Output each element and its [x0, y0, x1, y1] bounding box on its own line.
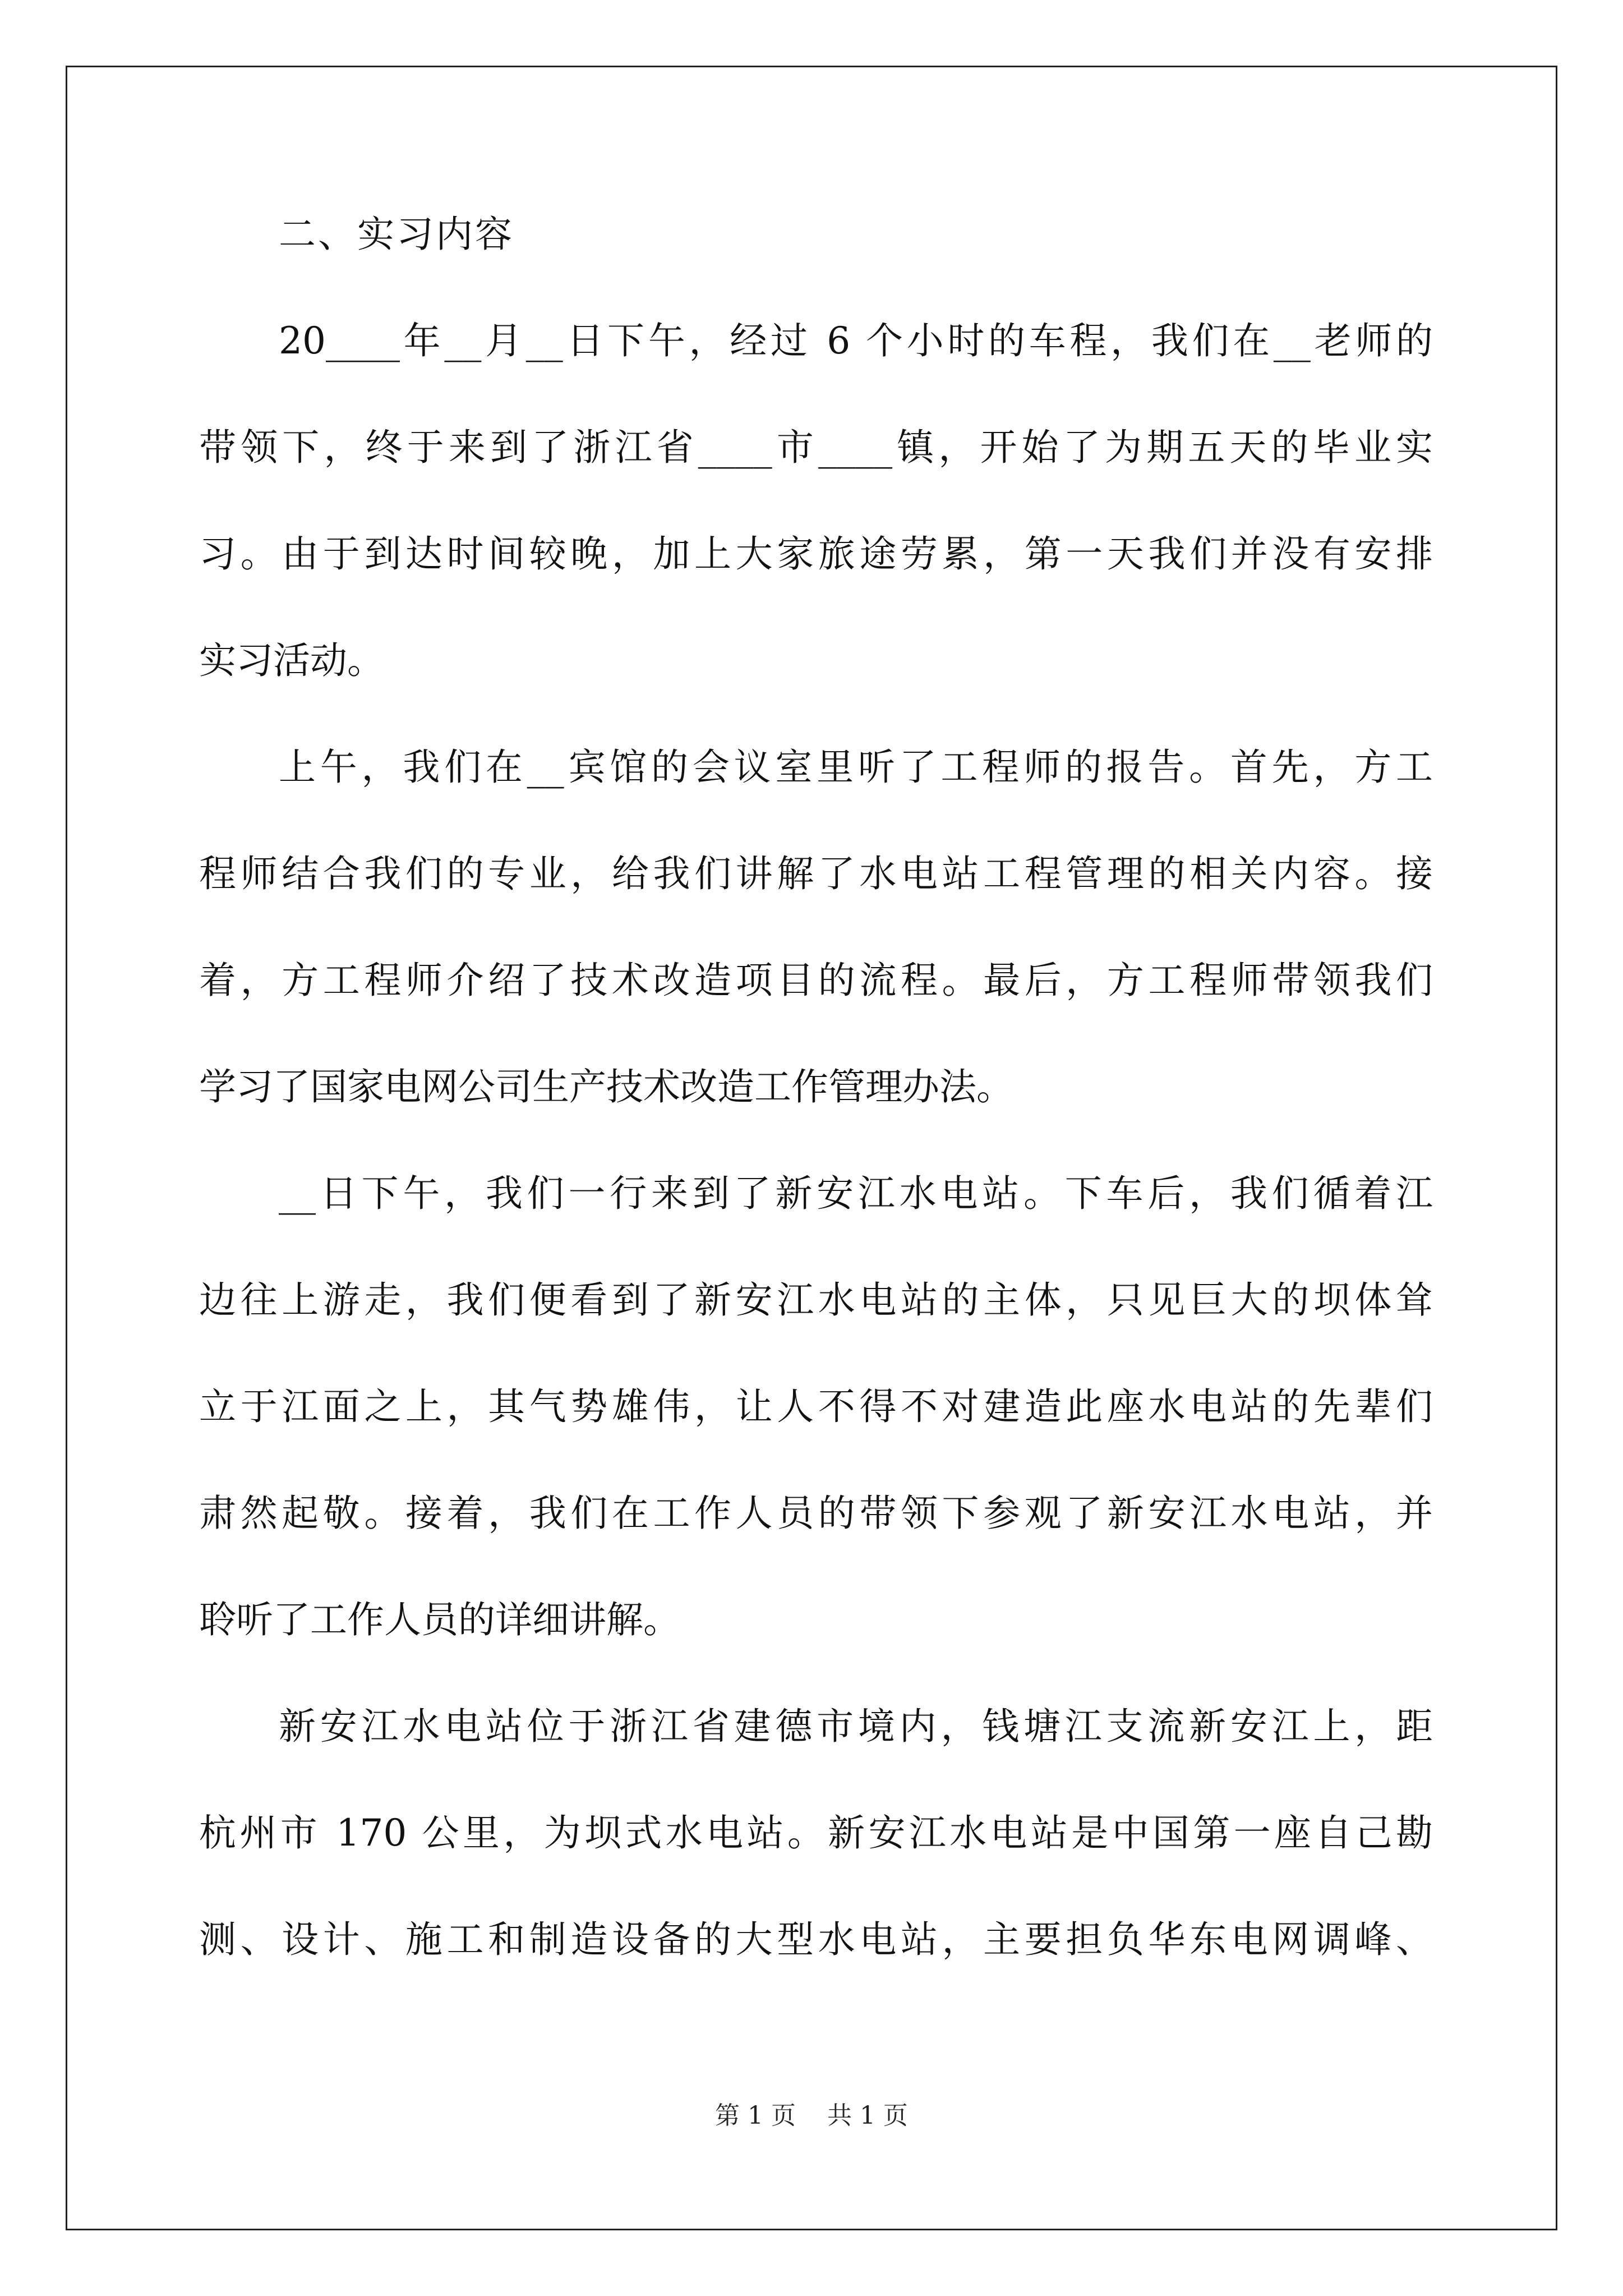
paragraph-line: __日下午，我们一行来到了新安江水电站。下车后，我们循着江: [279, 1172, 1433, 1215]
paragraph-line: 新安江水电站位于浙江省建德市境内，钱塘江支流新安江上，距: [279, 1705, 1433, 1748]
paragraph-line: 20____年__月__日下午，经过 6 个小时的车程，我们在__老师的: [279, 319, 1433, 362]
paragraph: [199, 1167, 1433, 1647]
paragraph: [199, 1700, 1433, 1967]
page-footer: 第 1 页 共 1 页: [715, 2101, 908, 2130]
paragraph-line: 聆听了工作人员的详细讲解。: [199, 1598, 680, 1641]
paragraph-line: 边往上游走，我们便看到了新安江水电站的主体，只见巨大的坝体耸: [199, 1278, 1433, 1322]
paragraph-line: 实习活动。: [199, 639, 384, 682]
paragraph-line: 带领下，终于来到了浙江省____市____镇，开始了为期五天的毕业实: [199, 426, 1433, 469]
paragraph-line: 上午，我们在__宾馆的会议室里听了工程师的报告。首先，方工: [279, 746, 1433, 789]
paragraph-line: 习。由于到达时间较晚，加上大家旅途劳累，第一天我们并没有安排: [199, 532, 1433, 576]
paragraph-line: 立于江面之上，其气势雄伟，让人不得不对建造此座水电站的先辈们: [199, 1385, 1433, 1428]
paragraph-line: 学习了国家电网公司生产技术改造工作管理办法。: [199, 1065, 1013, 1108]
paragraph-line: 程师结合我们的专业，给我们讲解了水电站工程管理的相关内容。接: [199, 852, 1433, 895]
paragraph: [199, 314, 1433, 688]
section-heading: 二、实习内容: [279, 213, 514, 256]
paragraph-line: 着，方工程师介绍了技术改造项目的流程。最后，方工程师带领我们: [199, 959, 1433, 1002]
paragraph-line: 杭州市 170 公里，为坝式水电站。新安江水电站是中国第一座自己勘: [199, 1811, 1433, 1855]
paragraph: [199, 740, 1433, 1114]
paragraph-line: 肃然起敬。接着，我们在工作人员的带领下参观了新安江水电站，并: [199, 1492, 1433, 1535]
document-body: [199, 208, 1433, 2019]
paragraph-line: 测、设计、施工和制造设备的大型水电站，主要担负华东电网调峰、: [199, 1918, 1433, 1961]
